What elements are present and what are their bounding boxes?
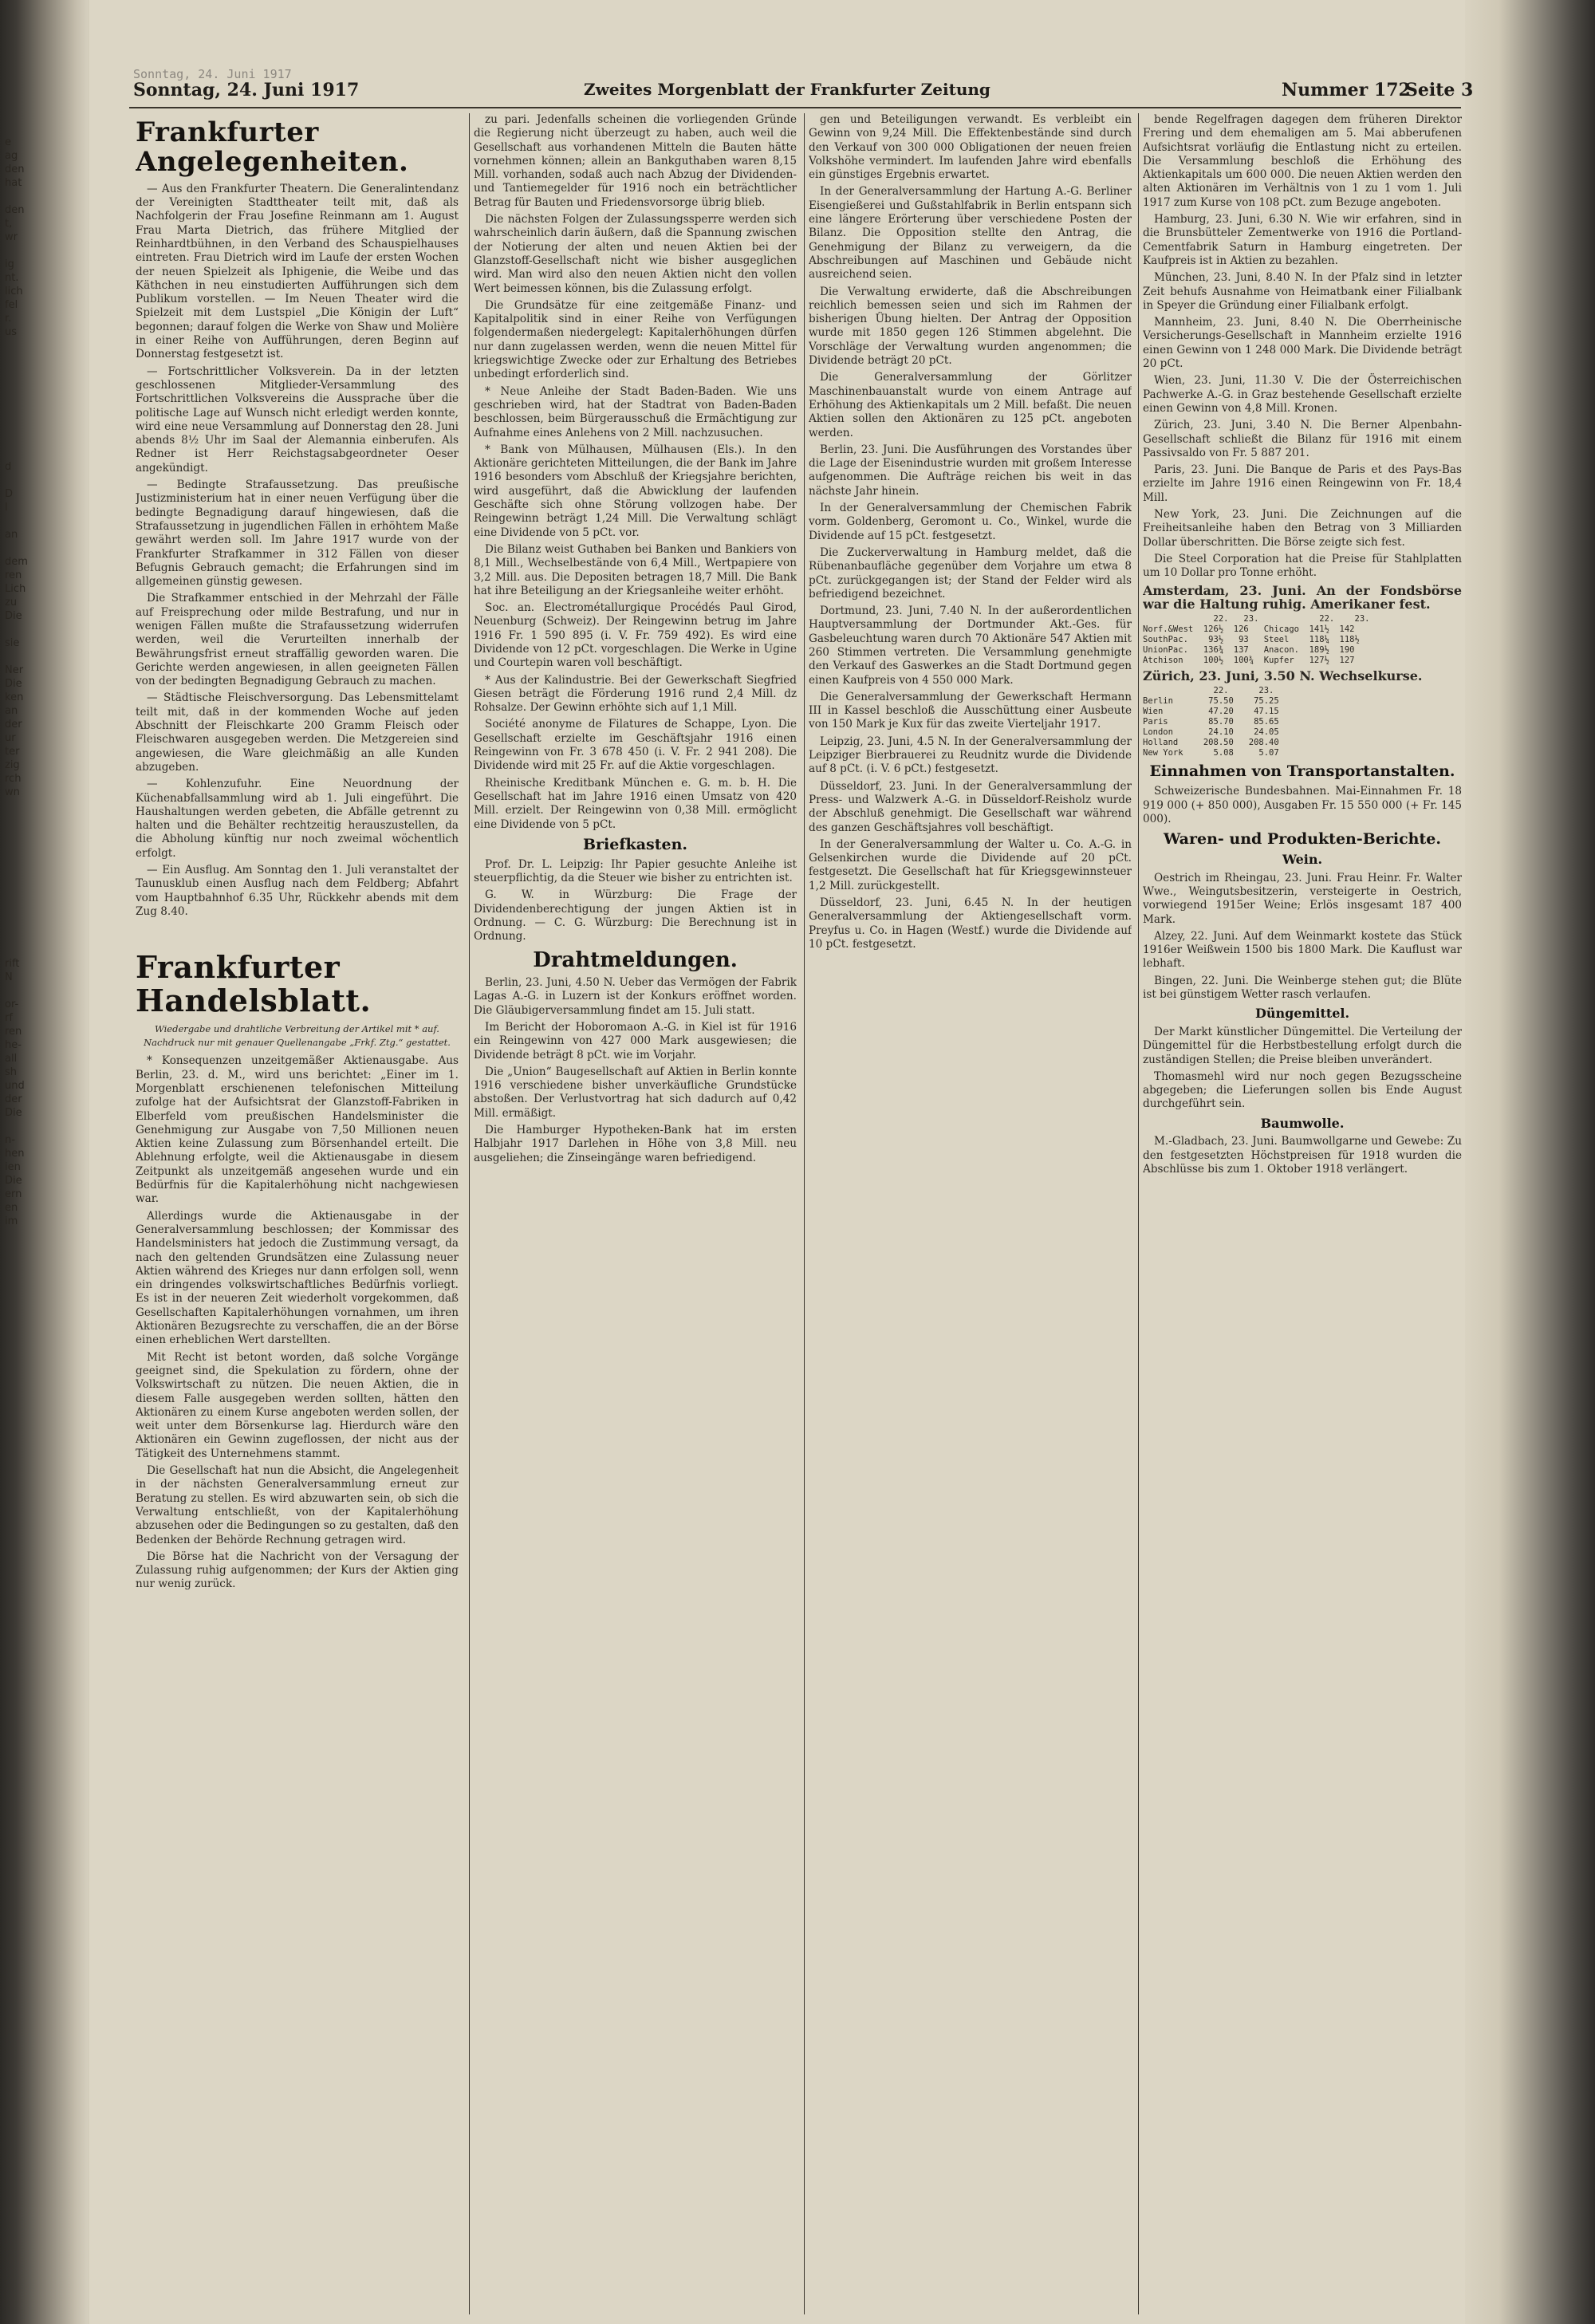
article-paragraph: Die Börse hat die Nachricht von der Versagung der Zulassung ruhig aufgenommen; der Kurs der Aktien ging nur wenig zurück. <box>136 1550 459 1591</box>
article-paragraph: Thomasmehl wird nur noch gegen Bezugsscheine abgegeben; die Lieferungen sollen bis Ende August durchgeführt sein. <box>1143 1069 1462 1111</box>
binding-text-fragment: e ag den hat den t, wr ig nt. lich fel r. us <box>5 136 25 338</box>
column-rule <box>1138 113 1139 2314</box>
column-2 <box>474 113 797 2306</box>
subsection-title: Wein. <box>1282 852 1323 868</box>
article-paragraph: M.-Gladbach, 23. Juni. Baumwollgarne und Gewebe: Zu den festgesetzten Höchstpreisen für 1918 wurden die Abschlüsse bis zum 1. Oktober 1918 verlängert. <box>1143 1135 1462 1176</box>
article-paragraph: Die Generalversammlung der Görlitzer Maschinenbauanstalt wurde von einem Antrage auf Erhöhung des Aktienkapitals um 2 Mill. befaßt. Die neuen Aktien sollen den Aktionären zu 125 pCt. angeboten werden. <box>809 371 1132 439</box>
article-paragraph: * Bank von Mülhausen, Mülhausen (Els.). In den Aktionäre gerichteten Mitteilungen, die der Bank im Jahre 1916 besonders vom Abschluß der Kriegsjahre berichten, wird ausgeführt, daß die Abwicklung der laufenden Geschäfte sich ohne Störung vollzogen habe. Der Reingewinn beträgt 1,24 Mill. Die Verwaltung schlägt eine Dividende von 5 pCt. vor. <box>474 443 797 539</box>
column-1 <box>136 113 459 2306</box>
subsection-title: Düngemittel. <box>1254 1006 1350 1022</box>
article-paragraph: G. W. in Würzburg: Die Frage der Dividendenberechtigung der jungen Aktien ist in Ordnung. — C. G. Würzburg: Die Berechnung ist in Ordnung. <box>474 888 797 943</box>
article-paragraph: Der Markt künstlicher Düngemittel. Die Verteilung der Düngemittel für die Herbstbestellung erfolgt durch die zuständigen Stellen; die Preise bleiben unverändert. <box>1143 1025 1462 1066</box>
article-paragraph: Die Grundsätze für eine zeitgemäße Finanz- und Kapitalpolitik sind in einer Reihe von Verfügungen folgendermaßen niedergelegt: Kapitalerhöhungen dürfen nur dann zugelassen werden, wenn die neuen Mittel für kriegswichtige Zwecke oder zur Erhaltung des Betriebes unbedingt erforderlich sind. <box>474 298 797 381</box>
article-paragraph: Dortmund, 23. Juni, 7.40 N. In der außerordentlichen Hauptversammlung der Dortmunder Akt.-Ges. für Gasbeleuchtung waren durch 70 Aktionäre 547 Aktien mit 260 Stimmen vertreten. Die Versammlung genehmigte den Verkauf des Gaswerkes an die Stadt Dortmund gegen einen Kaufpreis von 4 550 000 Mark. <box>809 605 1132 687</box>
column-4 <box>1143 113 1462 2306</box>
header-rule <box>129 107 1461 108</box>
article-paragraph: Die nächsten Folgen der Zulassungssperre werden sich wahrscheinlich darin äußern, daß die Spannung zwischen der Notierung der alten und neuen Aktien bei der Glanzstoff-Gesellschaft nicht wie bisher ausgeglichen wird. Man wird also den neuen Aktien nicht den vollen Wert beimessen können, bis die Zulassung erfolgt. <box>474 213 797 295</box>
article-paragraph: Düsseldorf, 23. Juni. In der Generalversammlung der Press- und Walzwerk A.-G. in Düsseldorf-Reisholz wurde der Abschluß genehmigt. Die Gesellschaft war während des ganzen Geschäftsjahres voll beschäftigt. <box>809 779 1132 834</box>
article-paragraph: Hamburg, 23. Juni, 6.30 N. Wie wir erfahren, sind in die Brunsbütteler Zementwerke von 1916 die Portland-Cementfabrik Saturn in Hamburg eingetreten. Der Kaufpreis ist in Aktien zu bezahlen. <box>1143 213 1462 267</box>
section-subtitle: Wiedergabe und drahtliche Verbreitung der Artikel mit * auf. Nachdruck nur mit genauer Quellenangabe „Frkf. Ztg.“ gestattet. <box>144 1022 451 1049</box>
article-paragraph: In der Generalversammlung der Walter u. Co. A.-G. in Gelsenkirchen wurde die Dividende auf 20 pCt. festgesetzt. Die Gesellschaft hat für Kriegsgewinnsteuer 1,2 Mill. zurückgestellt. <box>809 837 1132 892</box>
article-paragraph: Rheinische Kreditbank München e. G. m. b. H. Die Gesellschaft hat im Jahre 1916 einen Umsatz von 420 Mill. erzielt. Der Reingewinn von 0,38 Mill. ermöglicht eine Dividende von 5 pCt. <box>474 776 797 831</box>
article-paragraph: — Fortschrittlicher Volksverein. Da in der letzten geschlossenen Mitglieder-Versammlung des Fortschrittlichen Volksvereins die Aussprache über die politische Lage auf Wunsch nicht erledigt werden konnte, wird eine neue Versammlung auf Donnerstag den 28. Juni abends 8½ Uhr im Saal der Alemannia einberufen. Als Redner ist Herr Reichstagsabgeordneter Oeser angekündigt. <box>136 364 459 475</box>
article-paragraph: Die Bilanz weist Guthaben bei Banken und Bankiers von 8,1 Mill., Wechselbestände von 6,4 Mill., Wertpapiere von 3,2 Mill. aus. Die Depositen betragen 18,7 Mill. Die Bank hat ihre Beteiligung an der Kriegsanleihe weiter erhöht. <box>474 542 797 597</box>
section-title: Einnahmen von Transportanstalten. <box>1149 762 1455 781</box>
article-paragraph: In der Generalversammlung der Chemischen Fabrik vorm. Goldenberg, Geromont u. Co., Winkel, wurde die Dividende auf 15 pCt. festgesetzt. <box>809 502 1132 542</box>
binding-text-fragment: rift N or- rf ren he- all sh und der Die n- hen ien Die ern en im <box>5 958 25 1227</box>
article-paragraph: zu pari. Jedenfalls scheinen die vorliegenden Gründe die Regierung nicht überzeugt zu haben, auch weil die Gesellschaft aus vorhandenen Mitteln die Bauten hätte vornehmen können; allein an Bankguthaben waren 8,15 Mill. vorhanden, sodaß auch nach Abzug der Dividenden- und Tantiemegelder für 1916 noch ein beträchtlicher Betrag für Bauten und Friedensvorsorge übrig blieb. <box>474 113 797 209</box>
market-report-heading: Zürich, 23. Juni, 3.50 N. Wechselkurse. <box>1143 668 1423 684</box>
column-3 <box>809 113 1132 2306</box>
article-paragraph: Zürich, 23. Juni, 3.40 N. Die Berner Alpenbahn-Gesellschaft schließt die Bilanz für 1916 mit einem Passivsaldo von Fr. 5 887 201. <box>1143 419 1462 459</box>
article-paragraph: Alzey, 22. Juni. Auf dem Weinmarkt kostete das Stück 1916er Weißwein 1500 bis 1800 Mark. Die Kauflust war lebhaft. <box>1143 929 1462 971</box>
article-paragraph: Bingen, 22. Juni. Die Weinberge stehen gut; die Blüte ist bei günstigem Wetter rasch verlaufen. <box>1143 974 1462 1002</box>
section-title: Briefkasten. <box>582 835 687 853</box>
article-paragraph: Die Hamburger Hypotheken-Bank hat im ersten Halbjahr 1917 Darlehen in Höhe von 3,8 Mill. neu ausgeliehen; die Zinseingänge waren befriedigend. <box>474 1124 797 1164</box>
article-paragraph: Düsseldorf, 23. Juni, 6.45 N. In der heutigen Generalversammlung der Aktiengesellschaft vorm. Preyfus u. Co. in Hagen (Westf.) wurde die Dividende auf 10 pCt. festgesetzt. <box>809 896 1132 951</box>
article-paragraph: — Aus den Frankfurter Theatern. Die Generalintendanz der Vereinigten Stadttheater teilt mit, daß als Nachfolgerin der Frau Josefine Reinmann am 1. August Frau Marta Dietrich, das frühere Mitglied der Reinhardtbühnen, in den Verband des Schauspielhauses eintreten. Frau Dietrich wird im Laufe der ersten Wochen der neuen Spielzeit als Iphigenie, die Weibe und das Käthchen in neu einstudierten Aufführungen sich dem Publikum vorstellen. — Im Neuen Theater wird die Spielzeit mit dem Lustspiel „Die Königin der Luft“ begonnen; darauf folgen die Werke von Shaw und Molière in einer Reihe von Aufführungen, deren Beginn auf Donnerstag festgesetzt ist. <box>136 182 459 361</box>
header-number: Nummer 172 <box>1282 80 1411 100</box>
newspaper-page <box>89 0 1474 2324</box>
article-paragraph: — Ein Ausflug. Am Sonntag den 1. Juli veranstaltet der Taunusklub einen Ausflug nach dem Feldberg; Abfahrt vom Hauptbahnhof 6.35 Uhr, Rückkehr abends mit dem Zug 8.40. <box>136 864 459 918</box>
article-paragraph: New York, 23. Juni. Die Zeichnungen auf die Freiheitsanleihe haben den Betrag von 3 Milliarden Dollar überschritten. Die Börse zeigte sich fest. <box>1143 508 1462 549</box>
article-paragraph: Die Steel Corporation hat die Preise für Stahlplatten um 10 Dollar pro Tonne erhöht. <box>1143 552 1462 580</box>
article-paragraph: Berlin, 23. Juni, 4.50 N. Ueber das Vermögen der Fabrik Lagas A.-G. in Luzern ist der Konkurs eröffnet worden. Die Gläubigerversammlung findet am 15. Juli statt. <box>474 976 797 1017</box>
column-rule <box>469 113 470 2314</box>
archive-stamp: Sonntag, 24. Juni 1917 <box>133 67 292 81</box>
binding-text-fragment: d D l an dem ren Lich zu Die sie Ner Die ken an der ur ter zig rch wn <box>5 461 28 798</box>
article-paragraph: Die „Union“ Baugesellschaft auf Aktien in Berlin konnte 1916 verschiedene bisher unverkäufliche Grundstücke abstoßen. Der Verlustvortrag hat sich dadurch auf 0,42 Mill. ermäßigt. <box>474 1065 797 1120</box>
article-paragraph: Paris, 23. Juni. Die Banque de Paris et des Pays-Bas erzielte im Jahre 1916 einen Reingewinn von Fr. 18,4 Mill. <box>1143 463 1462 504</box>
article-paragraph: Wien, 23. Juni, 11.30 V. Die der Österreichischen Pachwerke A.-G. in Graz bestehende Gesellschaft erzielte einen Gewinn von 4,8 Mill. Kronen. <box>1143 374 1462 415</box>
article-paragraph: * Aus der Kalindustrie. Bei der Gewerkschaft Siegfried Giesen beträgt die Förderung 1916 rund 2,4 Mill. dz Rohsalze. Der Gewinn erhöhte sich auf 1,1 Mill. <box>474 673 797 715</box>
book-binding <box>0 0 88 2324</box>
section-title: Frankfurter Angelegenheiten. <box>136 116 409 179</box>
article-paragraph: Schweizerische Bundesbahnen. Mai-Einnahmen Fr. 18 919 000 (+ 850 000), Ausgaben Fr. 15 550 000 (+ Fr. 145 000). <box>1143 785 1462 825</box>
stock-quote-table: 22. 23. 22. 23. Norf.&West 126½ 126 Chicago 141½ 142 SouthPac. 93½ 93 Steel 118¼ 118½ UnionPac. 136¾ 137 Anacon. 189½ 190 Atchison 100½ 100¾ Kupfer 127½ 127 <box>1143 614 1370 666</box>
article-paragraph: — Bedingte Strafaussetzung. Das preußische Justizministerium hat in einer neuen Verfügung über die bedingte Begnadigung darauf hingewiesen, daß die Strafaussetzung in jugendlichen Fällen in erhöhtem Maße gewährt werden soll. Im Jahre 1917 wurde von der Frankfurter Strafkammer in 312 Fällen von dieser Befugnis Gebrauch gemacht; die Erfahrungen sind im allgemeinen günstig gewesen. <box>136 479 459 589</box>
article-paragraph: Die Verwaltung erwiderte, daß die Abschreibungen reichlich bemessen seien und sich im Rahmen der bisherigen Übung hielten. Der Antrag der Opposition wurde mit 1850 gegen 126 Stimmen abgelehnt. Die Vorschläge der Verwaltung wurden angenommen; die Dividende beträgt 20 pCt. <box>809 285 1132 368</box>
article-paragraph: Prof. Dr. L. Leipzig: Ihr Papier gesuchte Anleihe ist steuerpflichtig, da die Steuer wie bisher zu entrichten ist. <box>474 857 797 885</box>
article-paragraph: Oestrich im Rheingau, 23. Juni. Frau Heinr. Fr. Walter Wwe., Weingutsbesitzerin, versteigerte in Oestrich, vorwiegend 1915er Weine; Erlös insgesamt 187 400 Mark. <box>1143 871 1462 926</box>
article-paragraph: * Konsequenzen unzeitgemäßer Aktienausgabe. Aus Berlin, 23. d. M., wird uns berichtet: „Einer im 1. Morgenblatt erschienenen telefonischen Mitteilung zufolge hat der Aufsichtsrat der Glanzstoff-Fabriken in Elberfeld vom preußischen Handelsminister die Genehmigung zur Ausgabe von 7,50 Millionen neuen Aktien keine Zulassung zum Börsenhandel erteilt. Die Ablehnung erfolgte, weil die Aktienausgabe in diesem Zeitpunkt als unzeitgemäß angesehen wurde und ein Bedürfnis für die Kapitalerhöhung nicht nachgewiesen war. <box>136 1054 459 1206</box>
article-paragraph: Die Gesellschaft hat nun die Absicht, die Angelegenheit in der nächsten Generalversammlung erneut zur Beratung zu stellen. Es wird abzuwarten sein, ob sich die Verwaltung entschließt, von der Kapitalerhöhung abzusehen oder die Bedingungen so zu gestalten, daß den Bedenken der Behörde Rechnung getragen wird. <box>136 1464 459 1546</box>
article-paragraph: — Kohlenzufuhr. Eine Neuordnung der Küchenabfallsammlung wird ab 1. Juli eingeführt. Die Haushaltungen werden gebeten, die Abfälle getrennt zu halten und die Behälter rechtzeitig herauszustellen, da die Abholung künftig nur noch zweimal wöchentlich erfolgt. <box>136 778 459 860</box>
section-title: Waren- und Produkten-Berichte. <box>1164 830 1441 849</box>
article-paragraph: München, 23. Juni, 8.40 N. In der Pfalz sind in letzter Zeit behufs Ausnahme von Heimatbank einer Filialbank in Speyer die Gründung einer Filialbank erfolgt. <box>1143 271 1462 312</box>
section-title: Drahtmeldungen. <box>533 947 738 972</box>
subsection-title: Baumwolle. <box>1260 1115 1345 1131</box>
header-date: Sonntag, 24. Juni 1917 <box>133 80 360 100</box>
article-paragraph: Im Bericht der Hoboromaon A.-G. in Kiel ist für 1916 ein Reingewinn von 427 000 Mark ausgewiesen; die Dividende beträgt 8 pCt. wie im Vorjahr. <box>474 1021 797 1062</box>
article-paragraph: Mit Recht ist betont worden, daß solche Vorgänge geeignet sind, die Spekulation zu fördern, ohne der Volkswirtschaft zu nützen. Die neuen Aktien, die in diesem Falle ausgegeben werden sollten, hätten den Aktionären zu einem Kurse angeboten werden sollen, der weit unter dem Börsenkurse lag. Hierdurch wäre den Aktionären ein Gewinn zugeflossen, der nicht aus der Tätigkeit des Unternehmens stammt. <box>136 1350 459 1460</box>
article-paragraph: Allerdings wurde die Aktienausgabe in der Generalversammlung beschlossen; der Kommissar des Handelsministers hat jedoch die Zustimmung versagt, da nach den geltenden Grundsätzen eine Zulassung neuer Aktien während des Krieges nur dann erfolgen soll, wenn ein dringendes volkswirtschaftliches Bedürfnis vorliegt. Es ist in der neueren Zeit wiederholt vorgekommen, daß Gesellschaften Kapitalerhöhungen vornahmen, um ihren Aktionären Bezugsrechte zu verschaffen, die an der Börse einen erheblichen Wert darstellten. <box>136 1209 459 1347</box>
header-page: Seite 3 <box>1405 80 1474 100</box>
article-paragraph: bende Regelfragen dagegen dem früheren Direktor Frering und dem ehemaligen am 5. Mai abberufenen Aufsichtsrat vorläufig die Entlastung nicht zu erteilen. Die Versammlung beschloß die Erhöhung des Aktienkapitals um 600 000. Die neuen Aktien werden den alten Aktionären im Verhältnis von 1 zu 1 vom 1. Juli 1917 zum Kurse von 108 pCt. zum Bezuge angeboten. <box>1143 113 1462 209</box>
section-title: Frankfurter Handelsblatt. <box>136 949 372 1019</box>
column-rule <box>804 113 805 2314</box>
article-paragraph: Société anonyme de Filatures de Schappe, Lyon. Die Gesellschaft erzielte im Geschäftsjahr 1916 einen Reingewinn von Fr. 3 678 450 (i. V. Fr. 2 941 208). Die Dividende wird mit 25 Fr. auf die Aktie vorgeschlagen. <box>474 718 797 773</box>
article-paragraph: * Neue Anleihe der Stadt Baden-Baden. Wie uns geschrieben wird, hat der Stadtrat von Baden-Baden beschlossen, beim Bürgerausschuß die Ermächtigung zur Aufnahme eines Anlehens von 2 Mill. nachzusuchen. <box>474 384 797 439</box>
market-report-heading: Amsterdam, 23. Juni. An der Fondsbörse war die Haltung ruhig. Amerikaner fest. <box>1143 582 1462 612</box>
exchange-rate-table: 22. 23. Berlin 75.50 75.25 Wien 47.20 47.15 Paris 85.70 85.65 London 24.10 24.05 Holland 208.50 208.40 New York 5.08 5.07 <box>1143 686 1279 758</box>
article-paragraph: Die Zuckerverwaltung in Hamburg meldet, daß die Rübenanbaufläche gegenüber dem Vorjahre um etwa 8 pCt. zurückgegangen ist; der Stand der Felder wird als befriedigend bezeichnet. <box>809 546 1132 601</box>
article-paragraph: Die Strafkammer entschied in der Mehrzahl der Fälle auf Freisprechung oder milde Bestrafung, und nur in wenigen Fällen mußte die Strafaussetzung widerrufen werden, weil die Verurteilten innerhalb der Bewährungsfrist erneut straffällig geworden waren. Die Gerichte werden angewiesen, in allen geeigneten Fällen von der bedingten Begnadigung Gebrauch zu machen. <box>136 592 459 688</box>
article-paragraph: In der Generalversammlung der Hartung A.-G. Berliner Eisengießerei und Gußstahlfabrik in Berlin entspann sich eine längere Erörterung über verschiedene Posten der Bilanz. Die Opposition stellte den Antrag, die Genehmigung der Bilanz zu verweigern, da die Abschreibungen auf Maschinen und Gebäude nicht ausreichend seien. <box>809 185 1132 282</box>
article-paragraph: Berlin, 23. Juni. Die Ausführungen des Vorstandes über die Lage der Eisenindustrie wurden mit großem Interesse aufgenommen. Die Aufträge reichen bis weit in das nächste Jahr hinein. <box>809 443 1132 498</box>
article-paragraph: Die Generalversammlung der Gewerkschaft Hermann III in Kassel beschloß die Ausschüttung einer Ausbeute von 150 Mark je Kux für das zweite Vierteljahr 1917. <box>809 690 1132 731</box>
article-paragraph: Mannheim, 23. Juni, 8.40 N. Die Oberrheinische Versicherungs-Gesellschaft in Mannheim erzielte 1916 einen Gewinn von 1 248 000 Mark. Die Dividende beträgt 20 pCt. <box>1143 316 1462 371</box>
article-paragraph: gen und Beteiligungen verwandt. Es verbleibt ein Gewinn von 9,24 Mill. Die Effektenbestände sind durch den Verkauf von 300 000 Obligationen der neuen freien Volkshöhe vermindert. Im laufenden Jahre wird ebenfalls ein günstiges Ergebnis erwartet. <box>809 113 1132 182</box>
article-paragraph: Soc. an. Electrométallurgique Procédés Paul Girod, Neuenburg (Schweiz). Der Reingewinn betrug im Jahre 1916 Fr. 1 590 895 (i. V. Fr. 759 492). Es wird eine Dividende von 12 pCt. vorgeschlagen. Die Werke in Ugine und Courtepin waren voll beschäftigt. <box>474 601 797 670</box>
article-paragraph: — Städtische Fleischversorgung. Das Lebensmittelamt teilt mit, daß in der kommenden Woche auf jeden Abschnitt der Fleischkarte 200 Gramm Fleisch oder Fleischwaren ausgegeben werden. Die Metzgereien sind angewiesen, die Ware gleichmäßig an alle Kunden abzugeben. <box>136 691 459 774</box>
header-edition: Zweites Morgenblatt der Frankfurter Zeitung <box>584 80 990 99</box>
article-paragraph: Leipzig, 23. Juni, 4.5 N. In der Generalversammlung der Leipziger Bierbrauerei zu Reudnitz wurde die Dividende auf 8 pCt. (i. V. 6 pCt.) festgesetzt. <box>809 735 1132 776</box>
